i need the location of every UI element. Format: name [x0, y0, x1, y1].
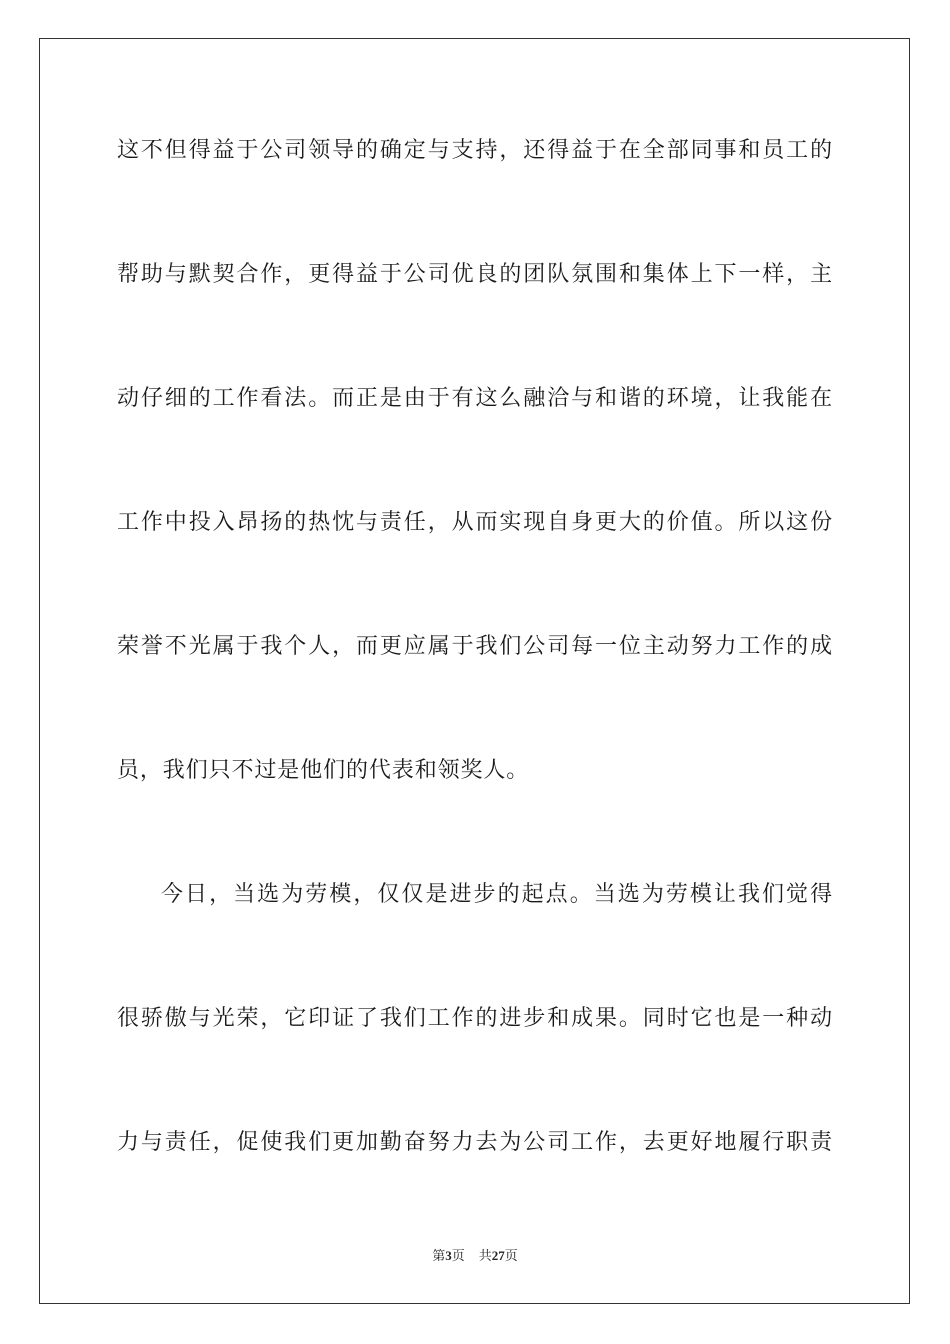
body-line-8: 很骄傲与光荣，它印证了我们工作的进步和成果。同时它也是一种动 [117, 1006, 833, 1031]
page-border [39, 38, 910, 1304]
body-line-2: 帮助与默契合作，更得益于公司优良的团队氛围和集体上下一样，主 [117, 262, 833, 287]
page-footer [0, 1247, 950, 1266]
total-suffix: 页 [504, 1249, 518, 1264]
body-line-4: 工作中投入昂扬的热忱与责任，从而实现自身更大的价值。所以这份 [117, 510, 833, 535]
body-line-6: 员，我们只不过是他们的代表和领奖人。 [117, 758, 530, 783]
body-line-1: 这不但得益于公司领导的确定与支持，还得益于在全部同事和员工的 [117, 138, 833, 163]
total-pages: 27 [491, 1248, 505, 1263]
body-line-7: 今日，当选为劳模，仅仅是进步的起点。当选为劳模让我们觉得 [161, 882, 833, 907]
body-line-3: 动仔细的工作看法。而正是由于有这么融洽与和谐的环境，让我能在 [117, 386, 833, 411]
body-line-9: 力与责任，促使我们更加勤奋努力去为公司工作，去更好地履行职责 [117, 1130, 833, 1155]
total-prefix: 共 [478, 1249, 492, 1264]
page-prefix: 第 [432, 1249, 446, 1264]
page-number: 3 [445, 1248, 452, 1263]
body-line-5: 荣誉不光属于我个人，而更应属于我们公司每一位主动努力工作的成 [117, 634, 833, 659]
page-suffix: 页 [451, 1249, 465, 1264]
